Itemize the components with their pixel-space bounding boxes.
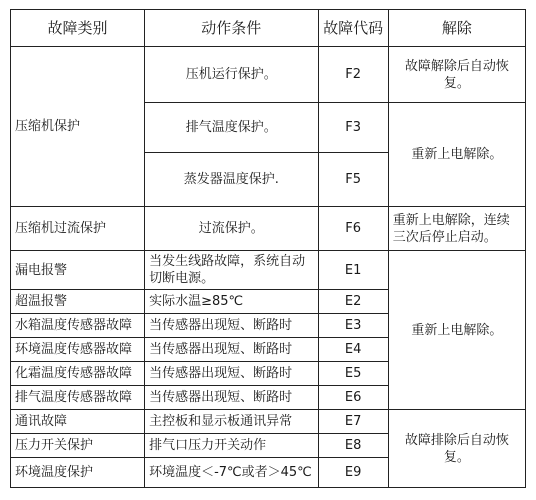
header-condition: 动作条件 — [145, 10, 318, 47]
category-cell: 环境温度传感器故障 — [11, 338, 145, 362]
resolution-cell: 重新上电解除，连续三次后停止启动。 — [388, 207, 525, 251]
category-cell: 漏电报警 — [11, 251, 145, 290]
category-cell: 超温报警 — [11, 290, 145, 314]
code-cell: F3 — [318, 103, 388, 153]
condition-cell: 当传感器出现短、断路时 — [145, 338, 318, 362]
resolution-cell: 重新上电解除。 — [388, 251, 525, 410]
code-cell: F2 — [318, 47, 388, 103]
category-cell: 水箱温度传感器故障 — [11, 314, 145, 338]
category-cell: 环境温度保护 — [11, 458, 145, 488]
code-cell: E7 — [318, 410, 388, 434]
condition-cell: 排气口压力开关动作 — [145, 434, 318, 458]
category-cell: 压力开关保护 — [11, 434, 145, 458]
resolution-cell: 重新上电解除。 — [388, 103, 525, 207]
code-cell: F6 — [318, 207, 388, 251]
category-cell: 通讯故障 — [11, 410, 145, 434]
condition-cell: 过流保护。 — [145, 207, 318, 251]
header-row — [11, 10, 526, 47]
header-category: 故障类别 — [11, 10, 145, 47]
table-row — [11, 251, 526, 290]
table-row — [11, 410, 526, 434]
condition-cell: 当发生线路故障，系统自动切断电源。 — [145, 251, 318, 290]
code-cell: E8 — [318, 434, 388, 458]
condition-cell: 当传感器出现短、断路时 — [145, 386, 318, 410]
fault-code-table — [10, 9, 526, 488]
code-cell: E1 — [318, 251, 388, 290]
category-cell: 压缩机保护 — [11, 47, 145, 207]
condition-cell: 蒸发器温度保护. — [145, 153, 318, 207]
resolution-cell: 故障排除后自动恢复。 — [388, 410, 525, 488]
code-cell: E2 — [318, 290, 388, 314]
code-cell: E9 — [318, 458, 388, 488]
category-cell: 排气温度传感器故障 — [11, 386, 145, 410]
condition-cell: 当传感器出现短、断路时 — [145, 362, 318, 386]
resolution-cell: 故障解除后自动恢复。 — [388, 47, 525, 103]
table-row — [11, 47, 526, 103]
condition-cell: 环境温度＜-7℃或者＞45℃ — [145, 458, 318, 488]
condition-cell: 排气温度保护。 — [145, 103, 318, 153]
header-resolution: 解除 — [388, 10, 525, 47]
code-cell: E3 — [318, 314, 388, 338]
code-cell: E6 — [318, 386, 388, 410]
category-cell: 压缩机过流保护 — [11, 207, 145, 251]
table-row — [11, 207, 526, 251]
condition-cell: 压机运行保护。 — [145, 47, 318, 103]
category-cell: 化霜温度传感器故障 — [11, 362, 145, 386]
code-cell: F5 — [318, 153, 388, 207]
condition-cell: 当传感器出现短、断路时 — [145, 314, 318, 338]
header-code: 故障代码 — [318, 10, 388, 47]
code-cell: E5 — [318, 362, 388, 386]
condition-cell: 实际水温≥85℃ — [145, 290, 318, 314]
condition-cell: 主控板和显示板通讯异常 — [145, 410, 318, 434]
code-cell: E4 — [318, 338, 388, 362]
